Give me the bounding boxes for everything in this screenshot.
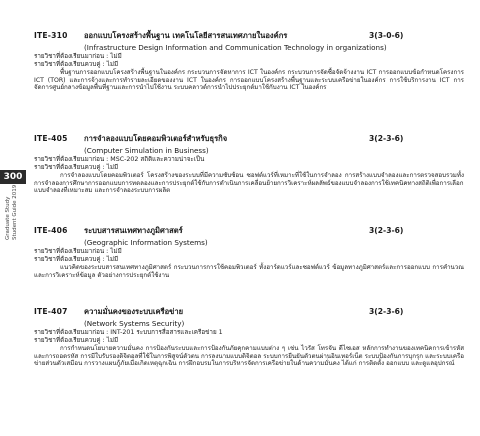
course-description: การจำลองแบบโดยคอมพิวเตอร์ โครงสร้างของระบบที่มีความซับซ้อน ซอฟต์แวร์ที่เหมาะที่ใช้ในการจำลอง การสร้างแบบจำลองและการตรวจสอบรวมทั้งการจำลองการศึกษาการออกแบบการทดลองและการประยุกต์ใช้กับการดำเนินการเคลื่อนย้ายการวิเคราะห์ผลลัพธ์ของแบบจำลองการใช้เทคนิคทางสถิติเพื่อการเลือกแบบจำลองที่เหมาะสม และการจำลองระบบการผลิต xyxy=(34,171,464,195)
course-title-english: (Computer Simulation in Business) xyxy=(84,146,209,155)
course-title-thai: ระบบสารสนเทศทางภูมิศาสตร์ xyxy=(84,226,183,235)
course-heading xyxy=(34,306,464,318)
course-title-thai: การจำลองแบบโดยคอมพิวเตอร์สำหรับธุรกิจ xyxy=(84,134,228,143)
course-prerequisite: รายวิชาที่ต้องเรียนมาก่อน : INT-201 ระบบการสื่อสารและเครือข่าย 1 xyxy=(34,329,223,336)
course-entry xyxy=(34,30,464,92)
course-entry xyxy=(34,133,464,195)
course-title-english: (Network Systems Security) xyxy=(84,319,185,328)
course-corequisite: รายวิชาที่ต้องเรียนควบคู่ : ไม่มี xyxy=(34,337,119,345)
course-code: ITE-407 xyxy=(34,307,68,316)
course-title-thai: ความมั่นคงของระบบเครือข่าย xyxy=(84,307,184,316)
course-entry xyxy=(34,225,464,279)
course-corequisite: รายวิชาที่ต้องเรียนควบคู่ : ไม่มี xyxy=(34,256,119,264)
page-number-tab xyxy=(0,170,26,184)
course-title-thai: ออกแบบโครงสร้างพื้นฐาน เทคโนโลยีสารสนเทศภายในองค์กร xyxy=(84,31,288,40)
course-corequisite: รายวิชาที่ต้องเรียนควบคู่ : ไม่มี xyxy=(34,164,119,172)
course-credits: 3(2-3-6) xyxy=(369,226,404,235)
course-code: ITE-405 xyxy=(34,134,68,143)
side-text-line-1: Graduate Study xyxy=(5,196,11,240)
course-credits: 3(2-3-6) xyxy=(369,134,404,143)
course-heading xyxy=(34,133,464,145)
page-number: 300 xyxy=(3,172,23,182)
side-running-title xyxy=(5,184,18,240)
course-heading xyxy=(34,30,464,42)
course-code: ITE-310 xyxy=(34,31,68,40)
course-prerequisite: รายวิชาที่ต้องเรียนมาก่อน : ไม่มี xyxy=(34,53,122,60)
course-title-english: (Geographic Information Systems) xyxy=(84,238,208,247)
course-corequisite: รายวิชาที่ต้องเรียนควบคู่ : ไม่มี xyxy=(34,61,119,69)
course-heading xyxy=(34,225,464,237)
course-code: ITE-406 xyxy=(34,226,68,235)
side-text-line-2: Student Guide 2019 xyxy=(12,184,18,240)
course-credits: 3(3-0-6) xyxy=(369,31,404,40)
course-description: แนวคิดของระบบสารสนเทศทางภูมิศาสตร์ กระบวนการการใช้คอมพิวเตอร์ ทั้งฮาร์ดแวร์และซอฟต์แวร์ ข้อมูลทางภูมิศาสตร์และการออกแบบ การคำนวณและการวิเคราะห์ข้อมูล ตัวอย่างการประยุกต์ใช้งาน xyxy=(34,263,464,279)
course-entry xyxy=(34,306,464,368)
course-description: การกำหนดนโยบายความมั่นคง การป้องกันระบบและการป้องกันภัยคุกคามแบบต่าง ๆ เช่น ไวรัส โทรจัน ดีไซเอส หลักการทำงานของเทคนิคการเข้ารหัสและการถอดรหัส การมีใบรับรองดิจิตอลที่ใช้ในการพิสูจน์ตัวตน การลงนามแบบดิจิตอล ระบบการยืนยันตัวตนผ่านอินเทอร์เน็ต ระบบป้องกันการบุกรุก และระบบเครือข่ายส่วนตัวเสมือน การวางแผนกู้ภัยเมื่อเกิดเหตุฉุกเฉิน การฝึกอบรมในการบริหารจัดการเครือข่ายในด้านความมั่นคง ได้แก่ การติดตั้ง ออกแบบ และดูแลอุปกรณ์ xyxy=(34,344,464,368)
course-prerequisite: รายวิชาที่ต้องเรียนมาก่อน : ไม่มี xyxy=(34,248,122,255)
course-title-english: (Infrastructure Design Information and Communication Technology in organizations) xyxy=(84,43,387,52)
course-description: พื้นฐานการออกแบบโครงสร้างพื้นฐานในองค์กร กระบวนการจัดหาการ ICT ในองค์กร กระบวนการจัดซื้อจัดจ้างงาน ICT การออกแบบข้อกำหนดโครงการ ICT (TOR) และการจ้างและการทำรายละเอียดของงาน ICT ในองค์กร การออกแบบโครงสร้างพื้นฐานและระบบเครือข่ายในองค์กร การใช้บริการงาน ICT การจัดการศูนย์กลางข้อมูลพื้นที่ฐานและการนำไปใช้งาน ระบบคลาวด์การนำไปประยุกต์มาใช้กับงาน ICT ในองค์กร xyxy=(34,68,464,92)
course-prerequisite: รายวิชาที่ต้องเรียนมาก่อน : MSC-202 สถิติและความน่าจะเป็น xyxy=(34,156,205,163)
course-credits: 3(2-3-6) xyxy=(369,307,404,316)
